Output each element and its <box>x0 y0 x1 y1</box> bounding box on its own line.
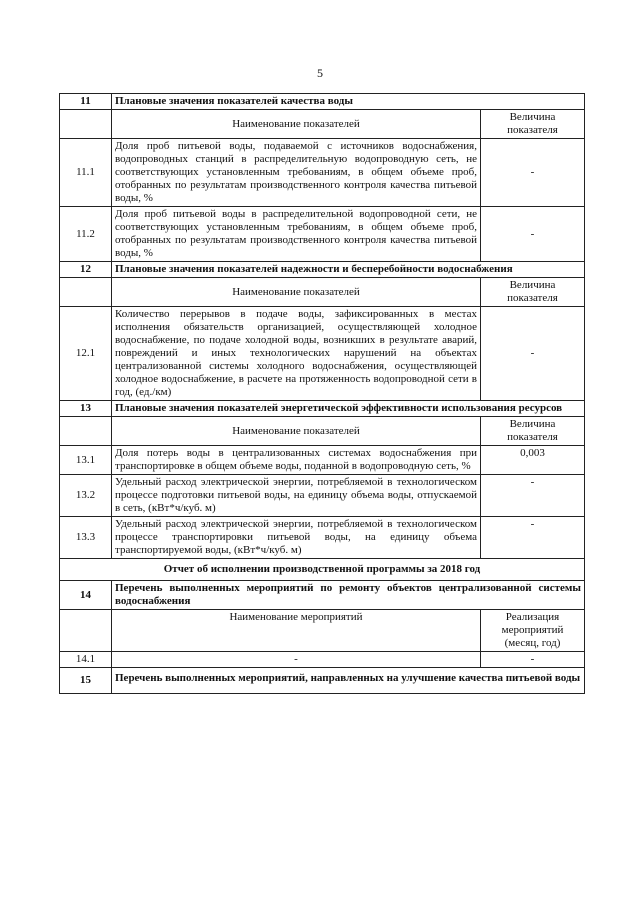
header-name: Наименование мероприятий <box>112 610 481 652</box>
row-number: 14.1 <box>60 652 112 668</box>
header-name: Наименование показателей <box>112 417 481 446</box>
row-text: Доля проб питьевой воды, подаваемой с источников водоснабжения, водопроводных станций в распределительную водопроводную сеть, не соответствующих установленным требованиям, в общем объеме проб, отобранных по результатам производственного контроля качества питьевой воды, % <box>112 139 481 207</box>
row-value: - <box>481 652 585 668</box>
row-value: - <box>481 307 585 401</box>
table-row <box>60 475 585 517</box>
row-number: 13.2 <box>60 475 112 517</box>
section-number: 12 <box>60 262 112 278</box>
row-text: - <box>112 652 481 668</box>
table-header-row <box>60 610 585 652</box>
header-value: Величина показателя <box>481 110 585 139</box>
table-row <box>60 652 585 668</box>
header-value: Реализация мероприятий (месяц, год) <box>481 610 585 652</box>
section-15-row <box>60 668 585 694</box>
section-number: 15 <box>60 668 112 694</box>
table-header-row <box>60 417 585 446</box>
row-text: Удельный расход электрической энергии, потребляемой в технологическом процессе подготовки питьевой воды, на единицу объема воды, отпускаемой в сеть, (кВт*ч/куб. м) <box>112 475 481 517</box>
row-number: 11.1 <box>60 139 112 207</box>
row-value: - <box>481 139 585 207</box>
row-number: 13.3 <box>60 517 112 559</box>
table-row <box>60 207 585 262</box>
section-11-row <box>60 94 585 110</box>
section-title: Плановые значения показателей качества воды <box>112 94 585 110</box>
row-value: - <box>481 517 585 559</box>
table-header-row <box>60 278 585 307</box>
row-value: 0,003 <box>481 446 585 475</box>
header-value: Величина показателя <box>481 278 585 307</box>
section-title: Перечень выполненных мероприятий по ремонту объектов централизованной системы водоснабжения <box>112 581 585 610</box>
table-row <box>60 307 585 401</box>
section-number: 14 <box>60 581 112 610</box>
section-title: Плановые значения показателей надежности и бесперебойности водоснабжения <box>112 262 585 278</box>
header-value: Величина показателя <box>481 417 585 446</box>
header-name: Наименование показателей <box>112 278 481 307</box>
row-value: - <box>481 207 585 262</box>
table-header-row <box>60 110 585 139</box>
row-number: 12.1 <box>60 307 112 401</box>
section-title: Перечень выполненных мероприятий, направленных на улучшение качества питьевой воды <box>112 668 585 694</box>
section-13-row <box>60 401 585 417</box>
report-title: Отчет об исполнении производственной программы за 2018 год <box>60 559 585 581</box>
report-title-row <box>60 559 585 581</box>
row-text: Доля проб питьевой воды в распределительной водопроводной сети, не соответствующих установленным требованиям, в общем объеме проб, отобранных по результатам производственного контроля качества питьевой воды, % <box>112 207 481 262</box>
row-number: 13.1 <box>60 446 112 475</box>
program-table <box>59 93 585 694</box>
section-number: 11 <box>60 94 112 110</box>
row-text: Доля потерь воды в централизованных системах водоснабжения при транспортировке в общем объеме воды, поданной в водопроводную сеть, % <box>112 446 481 475</box>
section-12-row <box>60 262 585 278</box>
section-title: Плановые значения показателей энергетической эффективности использования ресурсов <box>112 401 585 417</box>
section-number: 13 <box>60 401 112 417</box>
table-row <box>60 517 585 559</box>
row-text: Удельный расход электрической энергии, потребляемой в технологическом процессе транспортировки питьевой воды, на единицу объема транспортируемой воды, (кВт*ч/куб. м) <box>112 517 481 559</box>
header-name: Наименование показателей <box>112 110 481 139</box>
row-text: Количество перерывов в подаче воды, зафиксированных в местах исполнения обязательств организацией, осуществляющей холодное водоснабжение, по подаче холодной воды, возникших в результате аварий, повреждений и иных технологических нарушений на объектах централизованной системы холодного водоснабжения, осуществляющей холодное водоснабжение, в расчете на протяженность водопроводной сети в год, (ед./км) <box>112 307 481 401</box>
section-14-row <box>60 581 585 610</box>
page-number: 5 <box>317 66 323 80</box>
row-number: 11.2 <box>60 207 112 262</box>
table-row <box>60 446 585 475</box>
row-value: - <box>481 475 585 517</box>
table-row <box>60 139 585 207</box>
